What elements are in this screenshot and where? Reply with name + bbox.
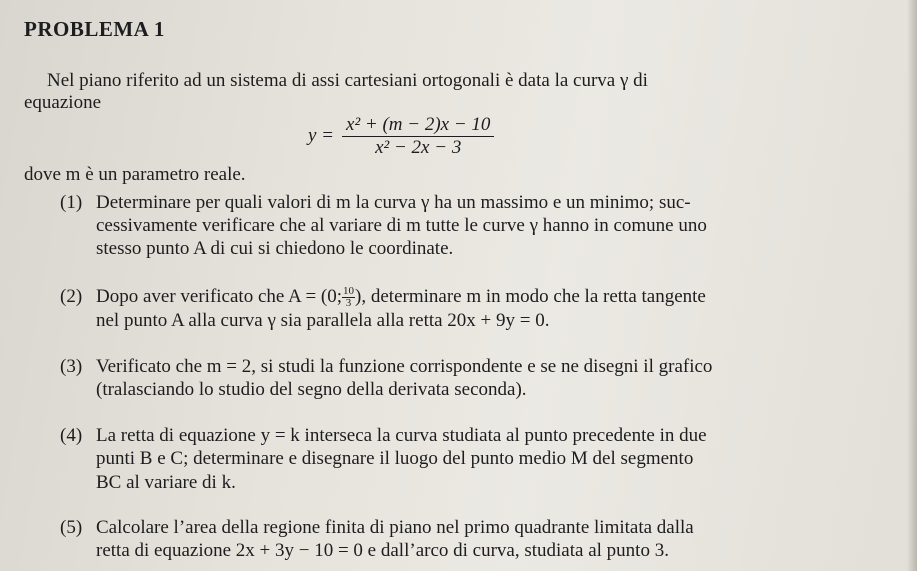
item-4-line-2: punti B e C; determinare e disegnare il luogo del punto medio M del segmento — [96, 448, 694, 469]
equation-fraction — [342, 115, 494, 158]
item-1-line-2: cessivamente verificare che al variare di m tutte le curve γ hanno in comune uno — [96, 215, 707, 236]
point-a-numerator: 10 — [343, 285, 355, 298]
equation-numerator: x² + (m − 2)x − 10 — [342, 115, 494, 137]
problem-title: PROBLEMA 1 — [24, 17, 165, 41]
item-1-line-1: Determinare per quali valori di m la curva γ ha un massimo e un minimo; suc- — [96, 192, 691, 213]
paper-edge-shadow — [907, 0, 917, 571]
point-a-denominator: 3 — [345, 297, 352, 310]
item-2-text-after: ), determinare m in modo che la retta tangente — [355, 286, 706, 307]
item-4-line-3: BC al variare di k. — [96, 472, 236, 493]
item-4-number: (4) — [60, 425, 83, 446]
equation-lhs: y = — [308, 125, 335, 147]
item-3-line-1: Verificato che m = 2, si studi la funzione corrispondente e se ne disegni il grafico — [96, 356, 713, 377]
point-a-fraction — [342, 286, 355, 309]
equation-denominator: x² − 2x − 3 — [375, 136, 462, 158]
item-5-number: (5) — [60, 517, 83, 538]
item-2-line-1 — [96, 286, 706, 309]
item-5-line-2: retta di equazione 2x + 3y − 10 = 0 e dall’arco di curva, studiata al punto 3. — [96, 540, 669, 561]
item-1-line-3: stesso punto A di cui si chiedono le coordinate. — [96, 238, 454, 259]
intro-line-2: equazione — [24, 92, 102, 113]
intro-line-1: Nel piano riferito ad un sistema di assi cartesiani ortogonali è data la curva γ di — [47, 70, 648, 91]
curve-equation — [308, 115, 494, 158]
item-3-number: (3) — [60, 356, 83, 377]
item-4-line-1: La retta di equazione y = k interseca la curva studiata al punto precedente in due — [96, 425, 707, 446]
parameter-note: dove m è un parametro reale. — [24, 164, 246, 185]
item-5-line-1: Calcolare l’area della regione finita di piano nel primo quadrante limitata dalla — [96, 517, 694, 538]
item-2-text-before: Dopo aver verificato che A = (0; — [96, 286, 343, 307]
item-2-number: (2) — [60, 286, 83, 307]
item-2-line-2: nel punto A alla curva γ sia parallela alla retta 20x + 9y = 0. — [96, 310, 550, 331]
item-3-line-2: (tralasciando lo studio del segno della derivata seconda). — [96, 379, 527, 400]
item-1-number: (1) — [60, 192, 83, 213]
